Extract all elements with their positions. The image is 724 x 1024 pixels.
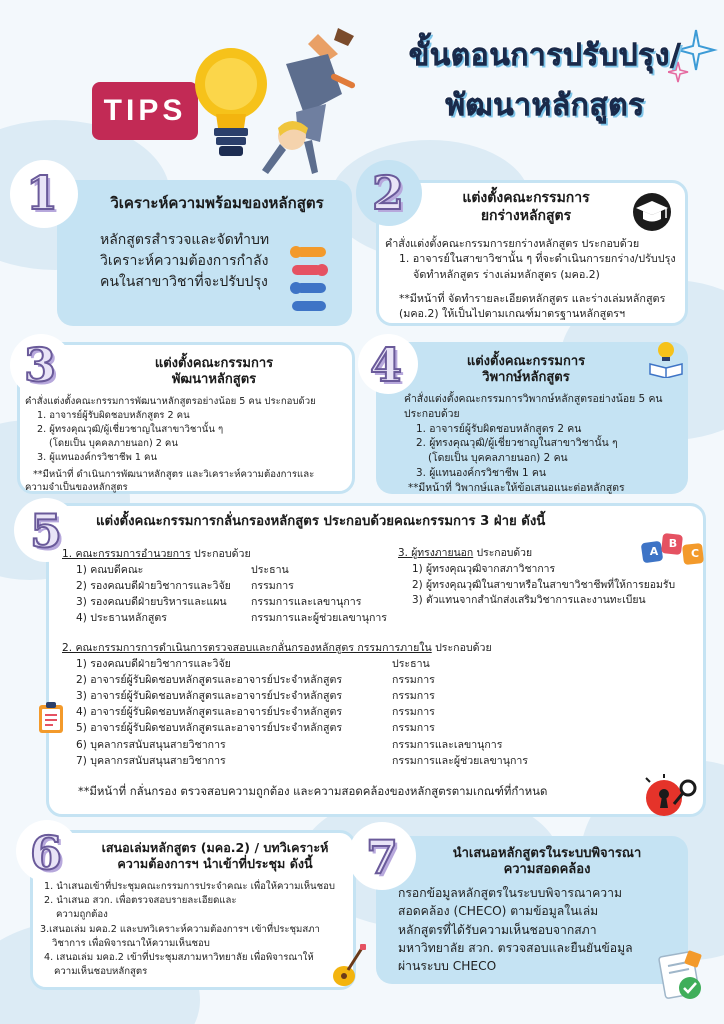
step6-item: ความเห็นชอบหลักสูตร	[54, 966, 148, 978]
member-name: 7) บุคลากรสนับสนุนสายวิชาการ	[76, 754, 226, 767]
step2-title-line: ยกร่างหลักสูตร	[480, 207, 572, 224]
approved-document-icon	[656, 948, 708, 1006]
step4-body	[404, 392, 663, 495]
group1-heading: 1. คณะกรรมการอำนวยการ	[62, 548, 191, 560]
group2-row	[62, 720, 528, 736]
member-name: 2) รองคณบดีฝ่ายวิชาการและวิจัย	[76, 580, 231, 593]
step6-number: 6	[30, 826, 63, 880]
step7-title-line: นำเสนอหลักสูตรในระบบพิจารณา	[452, 846, 642, 861]
step6-title-line: ความต้องการฯ นำเข้าที่ประชุม ดังนี้	[117, 855, 313, 871]
graduation-cap-icon	[630, 190, 674, 234]
step6-item: 2. นำเสนอ สวก. เพื่อตรวจสอบรายละเอียดและ	[44, 895, 237, 907]
member-name: 2) อาจารย์ผู้รับผิดชอบหลักสูตรและอาจารย์ประจำหลักสูตร	[76, 674, 343, 687]
step4-intro: คำสั่งแต่งตั้งคณะกรรมการวิพากษ์หลักสูตรอย่างน้อย 5 คน	[404, 393, 663, 405]
step4-intro: ประกอบด้วย	[404, 407, 460, 420]
group2-row	[62, 704, 528, 720]
member-role: กรรมการและผู้ช่วยเลขานุการ	[251, 612, 387, 625]
member-name: 3) อาจารย์ผู้รับผิดชอบหลักสูตรและอาจารย์ประจำหลักสูตร	[76, 690, 343, 703]
member-name: 1) รองคณบดีฝ่ายวิชาการและวิจัย	[76, 658, 231, 671]
step5-note: **มีหน้าที่ กลั่นกรอง ตรวจสอบความถูกต้อง และความสอดคล้องของหลักสูตรตามเกณฑ์ที่กำหนด	[78, 784, 548, 798]
group1-row	[62, 610, 387, 626]
step6-title-line: เสนอเล่มหลักสูตร (มคอ.2) / บทวิเคราะห์	[101, 840, 329, 855]
step7-title	[416, 846, 678, 879]
step7-line: ผ่านระบบ CHECO	[398, 959, 497, 974]
step3-body	[25, 395, 316, 495]
abc-block-letter-a: A	[649, 545, 659, 558]
step3-item: 1. อาจารย์ผู้รับผิดชอบหลักสูตร 2 คน	[37, 409, 190, 421]
step3-note: ความจำเป็นของหลักสูตร	[25, 482, 128, 494]
step4-item: 3. ผู้แทนองค์กรวิชาชีพ 1 คน	[416, 466, 546, 479]
member-role: ประธาน	[392, 658, 430, 671]
step5-group2	[62, 640, 528, 769]
tips-badge: TIPS	[92, 82, 198, 140]
step6-body	[40, 880, 335, 979]
step1-body	[100, 230, 269, 293]
step3-title-line: พัฒนาหลักสูตร	[171, 372, 257, 388]
step3-note: **มีหน้าที่ ดำเนินการพัฒนาหลักสูตร และวิเคราะห์ความต้องการและ	[33, 468, 315, 480]
member-role: กรรมการ	[392, 706, 435, 719]
member-role: กรรมการและเลขานุการ	[392, 738, 503, 751]
step2-item: 1. อาจารย์ในสาขาวิชานั้น ๆ ที่จะดำเนินการยกร่าง/ปรับปรุง	[399, 252, 676, 266]
group3-row: 1) ผู้ทรงคุณวุฒิจากสภาวิชาการ	[412, 562, 556, 575]
guitar-icon	[328, 944, 368, 988]
step1-line: คนในสาขาวิชาที่จะปรับปรุง	[100, 274, 268, 290]
step4-title	[428, 354, 624, 387]
group3-suffix: ประกอบด้วย	[473, 547, 533, 559]
step7-line: สอดคล้อง (CHECO) ตามข้อมูลในเล่ม	[398, 904, 599, 919]
group2-row	[62, 656, 528, 672]
step1-line: หลักสูตรสำรวจและจัดทำบท	[100, 232, 270, 248]
group1-row	[62, 578, 387, 594]
member-role: กรรมการ	[392, 690, 435, 703]
step7-title-line: ความสอดคล้อง	[503, 862, 591, 878]
step2-note: **มีหน้าที่ จัดทำรายละเอียดหลักสูตร และร่างเล่มหลักสูตร	[399, 291, 666, 305]
member-name: 1) คณบดีคณะ	[76, 564, 144, 577]
member-name: 6) บุคลากรสนับสนุนสายวิชาการ	[76, 738, 226, 751]
member-role: กรรมการและเลขานุการ	[251, 596, 362, 609]
group1-suffix: ประกอบด้วย	[190, 548, 251, 560]
group2-row	[62, 753, 528, 769]
step5-number: 5	[30, 504, 63, 558]
member-name: 4) อาจารย์ผู้รับผิดชอบหลักสูตรและอาจารย์ประจำหลักสูตร	[76, 706, 343, 719]
falling-person-icon	[256, 24, 368, 180]
step4-item: (โดยเป็น บุคคลภายนอก) 2 คน	[428, 452, 568, 465]
step2-number: 2	[372, 166, 405, 220]
step3-item: (โดยเป็น บุคคลภายนอก) 2 คน	[49, 437, 178, 449]
group3-row: 3) ตัวแทนจากสำนักส่งเสริมวิชาการและงานทะเบียน	[412, 594, 646, 607]
abc-block-letter-b: B	[668, 537, 678, 550]
clipboard-icon	[36, 700, 68, 734]
step7-body	[398, 884, 633, 975]
step2-body	[385, 236, 676, 322]
book-idea-icon	[646, 338, 686, 378]
step4-number: 4	[370, 338, 403, 392]
group2-row	[62, 688, 528, 704]
member-role: กรรมการและผู้ช่วยเลขานุการ	[392, 754, 528, 767]
step2-note: (มคอ.2) ให้เป็นไปตามเกณฑ์มาตรฐานหลักสูตรฯ	[399, 307, 626, 321]
step5-group1	[62, 546, 387, 626]
step3-intro: คำสั่งแต่งตั้งคณะกรรมการพัฒนาหลักสูตรอย่างน้อย 5 คน ประกอบด้วย	[25, 396, 316, 407]
group1-row	[62, 594, 387, 610]
member-name: 4) ประธานหลักสูตร	[76, 612, 167, 625]
abc-block-letter-c: C	[690, 547, 700, 560]
step5-group3	[398, 546, 675, 609]
step2-title-line: แต่งตั้งคณะกรรมการ	[462, 190, 590, 206]
step1-title: วิเคราะห์ความพร้อมของหลักสูตร	[110, 194, 324, 212]
group2-row	[62, 672, 528, 688]
group3-row: 2) ผู้ทรงคุณวุฒิในสาขาหรือในสาขาวิชาชีพที่ให้การยอมรับ	[412, 578, 676, 591]
step6-item: 1. นำเสนอเข้าที่ประชุมคณะกรรมการประจำคณะ เพื่อให้ความเห็นชอบ	[44, 881, 335, 892]
step1-line: วิเคราะห์ความต้องการกำลัง	[100, 253, 269, 269]
step4-note: **มีหน้าที่ วิพากษ์และให้ข้อเสนอแนะต่อหลักสูตร	[408, 481, 625, 494]
page-title-line1: ขั้นตอนการปรับปรุง/	[408, 38, 682, 73]
step2-title	[428, 190, 624, 225]
step6-item: 4. เสนอเล่ม มคอ.2 เข้าที่ประชุมสภามหาวิทยาลัย เพื่อพิจารณาให้	[44, 951, 314, 963]
group2-row	[62, 737, 528, 753]
step4-title-line: วิพากษ์หลักสูตร	[482, 370, 570, 386]
group3-heading: 3. ผู้ทรงภายนอก	[398, 547, 474, 559]
step6-item: ความถูกต้อง	[56, 909, 108, 921]
step7-line: หลักสูตรที่ได้รับความเห็นชอบจากสภา	[398, 922, 597, 937]
step6-title	[84, 840, 346, 871]
step3-item: 2. ผู้ทรงคุณวุฒิ/ผู้เชี่ยวชาญในสาขาวิชานั้น ๆ	[37, 423, 224, 435]
group2-suffix: ประกอบด้วย	[431, 642, 492, 654]
step2-item: จัดทำหลักสูตร ร่างเล่มหลักสูตร (มคอ.2)	[413, 267, 600, 281]
step1-number: 1	[26, 166, 59, 220]
member-role: กรรมการ	[392, 722, 435, 735]
step7-line: มหาวิทยาลัย สวก. ตรวจสอบและยืนยันข้อมูล	[398, 940, 633, 955]
step4-item: 2. ผู้ทรงคุณวุฒิ/ผู้เชี่ยวชาญในสาขาวิชานั้น ๆ	[416, 437, 618, 450]
member-name: 3) รองคณบดีฝ่ายบริหารและแผน	[76, 596, 227, 609]
step6-item: 3.เสนอเล่ม มคอ.2 และบทวิเคราะห์ความต้องการฯ เข้าที่ประชุมสภา	[40, 923, 320, 935]
group2-heading: 2. คณะกรรมการการดำเนินการตรวจสอบและกลั่นกรองหลักสูตร กรรมการภายใน	[62, 642, 432, 654]
step7-number: 7	[366, 830, 399, 884]
group1-row	[62, 562, 387, 578]
step3-item: 3. ผู้แทนองค์กรวิชาชีพ 1 คน	[37, 451, 158, 463]
step6-item: วิชาการ เพื่อพิจารณาให้ความเห็นชอบ	[52, 937, 210, 949]
key-lock-icon	[640, 774, 706, 820]
step2-intro: คำสั่งแต่งตั้งคณะกรรมการยกร่างหลักสูตร ประกอบด้วย	[385, 237, 640, 250]
step5-title: แต่งตั้งคณะกรรมการกลั่นกรองหลักสูตร ประกอบด้วยคณะกรรมการ 3 ฝ่าย ดังนี้	[96, 514, 546, 529]
member-role: ประธาน	[251, 564, 289, 577]
page-title-line2: พัฒนาหลักสูตร	[445, 88, 645, 123]
step3-number: 3	[24, 338, 57, 392]
step3-title	[96, 356, 332, 389]
step4-title-line: แต่งตั้งคณะกรรมการ	[466, 354, 586, 369]
member-name: 5) อาจารย์ผู้รับผิดชอบหลักสูตรและอาจารย์ประจำหลักสูตร	[76, 722, 343, 735]
step7-line: กรอกข้อมูลหลักสูตรในระบบพิจารณาความ	[398, 886, 622, 900]
step3-title-line: แต่งตั้งคณะกรรมการ	[154, 356, 274, 371]
member-role: กรรมการ	[251, 580, 294, 593]
member-role: กรรมการ	[392, 674, 435, 687]
steps-path-icon	[282, 244, 336, 312]
step4-item: 1. อาจารย์ผู้รับผิดชอบหลักสูตร 2 คน	[416, 422, 582, 435]
